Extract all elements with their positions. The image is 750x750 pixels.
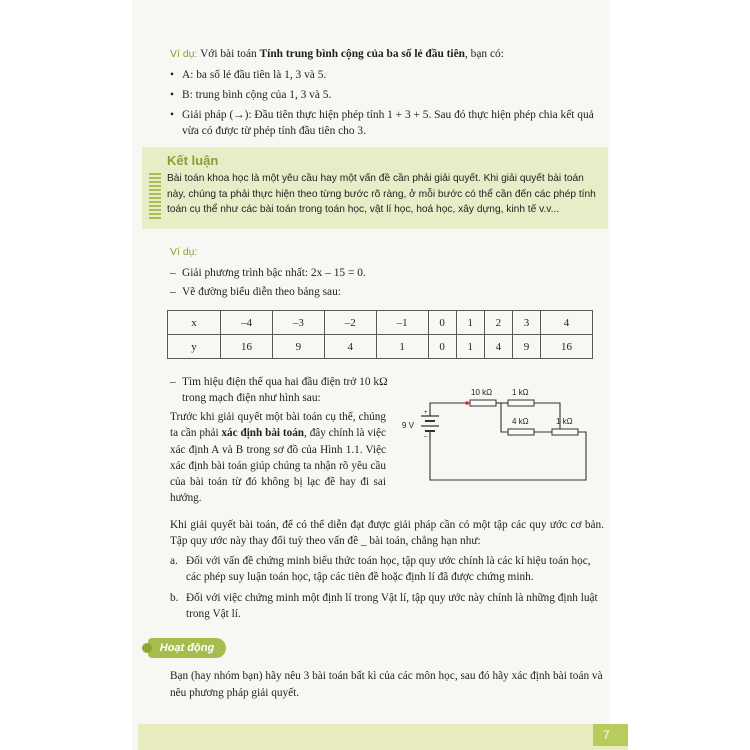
table-cell: 1 (456, 311, 484, 335)
wire (501, 403, 508, 432)
list-marker: a. (170, 555, 178, 567)
example-intro-bold: Tính trung bình cộng của ba số lẻ đầu tiên (259, 48, 465, 60)
table-row-y (168, 335, 593, 359)
list-item (170, 284, 604, 300)
list-item (170, 265, 604, 281)
table-cell: –1 (376, 311, 428, 335)
table-cell: 16 (541, 335, 593, 359)
table-cell: y (168, 335, 221, 359)
paragraph-text: Trước khi giải quyết một bài toán cụ thể, chúng ta cần phải (170, 411, 386, 440)
paragraph-bold: xác định bài toán (221, 427, 305, 440)
conventions-intro: Khi giải quyết bài toán, để có thể diễn đạt được giải pháp cần có một tập các quy ước cơ bản. Tập quy ước này thay đổi tuỳ theo vấn đề _ bài toán, chẳng hạn như: (170, 519, 604, 548)
bullet-icon: • (170, 69, 174, 81)
resistor-1k-top (508, 400, 534, 406)
bullet-text: B: trung bình cộng của 1, 3 và 5. (182, 89, 332, 101)
bullet-text: Giải pháp (→): Đầu tiên thực hiện phép tính 1 + 3 + 5. Sau đó thực hiện phép chia kết quả vừa có được từ phép tính đầu tiên cho 3. (182, 109, 594, 137)
conclusion-stripe (149, 173, 161, 221)
resistor-1k-right (552, 429, 578, 435)
table-cell: x (168, 311, 221, 335)
wire (430, 403, 470, 412)
label-minus: – (424, 434, 428, 440)
example2-list (170, 265, 604, 300)
table-cell: 16 (221, 335, 273, 359)
list-item (170, 87, 604, 103)
dash-icon: – (170, 376, 176, 388)
example-intro (170, 46, 610, 62)
example-bullet-list (170, 67, 604, 139)
label-r2: 1 kΩ (512, 388, 529, 397)
resistor-10k (470, 400, 496, 406)
table-cell: 9 (272, 335, 324, 359)
page-number: 7 (593, 724, 628, 746)
bullet-text: A: ba số lẻ đầu tiên là 1, 3 và 5. (182, 69, 327, 81)
list-marker: b. (170, 591, 179, 604)
dash-icon: – (170, 267, 176, 279)
table-cell: 1 (376, 335, 428, 359)
paragraph-text-after: , đây chính là việc xác định A và B trong sơ đồ của Hình 1.1. Việc xác định bài toán giúp chúng ta nhận rõ yêu cầu của bài toán từ đó không bị lạc đề hay đi sai hướng. (170, 427, 386, 505)
table-cell: 4 (484, 335, 512, 359)
bullet-icon: • (170, 89, 174, 101)
conclusion-text: Bài toán khoa học là một yêu cầu hay một vấn đề cần phải giải quyết. Khi giải quyết bài toán này, chúng ta phải thực hiện theo từng bước rõ ràng, ở mỗi bước có thể cần đến các phép tính toán cụ thể như các bài toán trong toán học, vật lí học, hoá học, xây dựng, kinh tế v.v... (167, 173, 596, 215)
conclusion-box (142, 147, 608, 229)
list-item (170, 590, 604, 623)
circuit-task-text: Tìm hiệu điện thế qua hai đầu điện trở 10 kΩ trong mạch điện như hình sau: (182, 376, 388, 404)
dash-icon: – (170, 286, 176, 298)
activity-badge: Hoạt động (148, 638, 226, 658)
table-cell: –2 (324, 311, 376, 335)
example-intro-text: Với bài toán (197, 48, 260, 60)
circuit-diagram (400, 380, 600, 490)
table-row-x (168, 311, 593, 335)
table-cell: 0 (428, 335, 456, 359)
label-r3: 4 kΩ (512, 417, 529, 426)
bullet-icon: • (170, 109, 174, 121)
table-cell: 4 (324, 335, 376, 359)
list-item (170, 107, 604, 139)
table-cell: –3 (272, 311, 324, 335)
conventions-list (170, 553, 604, 623)
list-item-text: Đối với vấn đề chứng minh biểu thức toán học, tập quy ước chính là các kí hiệu toán học, các phép suy luận toán học, tập các tiên đề hoặc định lí đã được chứng minh. (186, 555, 591, 584)
list-item (170, 553, 604, 586)
example-label: Ví dụ: (170, 48, 198, 60)
list-item (170, 67, 604, 83)
footer-band (138, 724, 628, 750)
list-item-text: Đối với việc chứng minh một định lí trong Vật lí, tập quy ước này chính là những định luật trong Vật lí. (186, 591, 598, 621)
conclusion-title: Kết luận (167, 153, 219, 168)
list-item-text: Giải phương trình bậc nhất: 2x – 15 = 0. (182, 267, 366, 279)
problem-definition-paragraph (170, 409, 386, 507)
label-plus: + (424, 410, 428, 416)
table-cell: 2 (484, 311, 512, 335)
table-cell: 1 (456, 335, 484, 359)
table-cell: 4 (541, 311, 593, 335)
xy-table (167, 310, 593, 359)
label-r4: 1 kΩ (556, 417, 573, 426)
label-r1: 10 kΩ (471, 388, 493, 397)
example2-label: Ví dụ: (170, 246, 198, 258)
list-item (170, 374, 392, 406)
circuit-task (170, 374, 392, 406)
wire (430, 432, 586, 480)
label-source: 9 V (402, 421, 415, 430)
table-cell: 0 (428, 311, 456, 335)
table-cell: 9 (512, 335, 540, 359)
list-item-text: Vẽ đường biểu diễn theo bảng sau: (182, 286, 341, 298)
example-intro-after: , bạn có: (464, 48, 504, 60)
node-dot (465, 401, 469, 405)
activity-text: Bạn (hay nhóm bạn) hãy nêu 3 bài toán bất kì của các môn học, sau đó hãy xác định bài toán và nêu phương pháp giải quyết. (170, 670, 603, 699)
table-cell: 3 (512, 311, 540, 335)
resistor-4k (508, 429, 534, 435)
table-cell: –4 (221, 311, 273, 335)
